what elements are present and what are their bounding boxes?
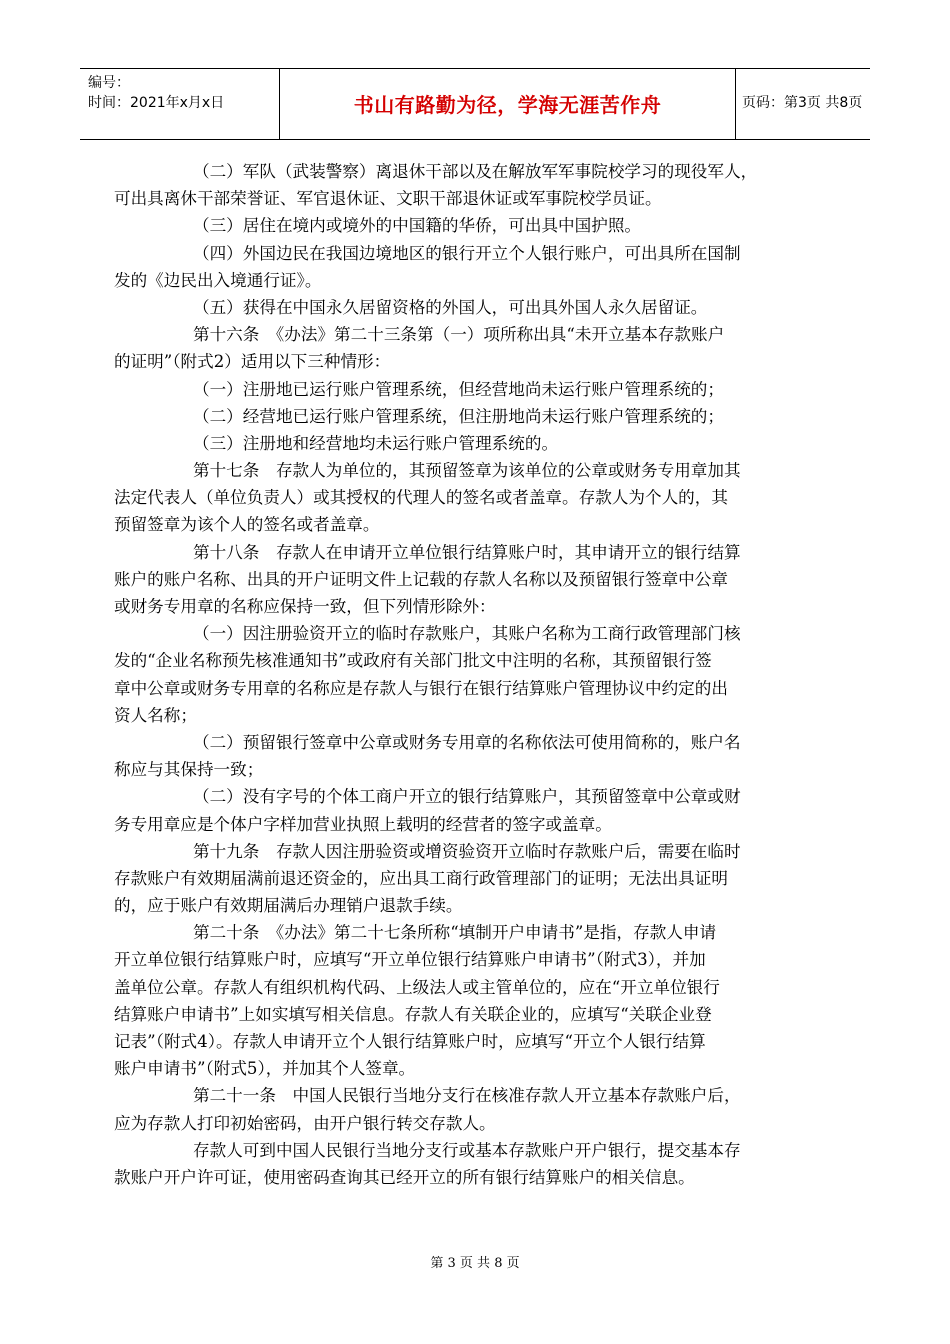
text-line: （四）外国边民在我国边境地区的银行开立个人银行账户，可出具所在国制 [193, 243, 741, 263]
header-page-cell [736, 69, 870, 139]
document-time-label: 时间：2021年x月x日 [88, 95, 225, 111]
text-line: （一）注册地已运行账户管理系统，但经营地尚未运行账户管理系统的； [193, 379, 724, 399]
text-line: （二）预留银行签章中公章或财务专用章的名称依法可使用简称的，账户名 [193, 732, 741, 752]
text-line: 结算账户申请书”上如实填写相关信息。存款人有关联企业的，应填写“关联企业登 [114, 1004, 712, 1024]
text-line: （二）军队（武装警察）离退休干部以及在解放军军事院校学习的现役军人， [193, 162, 758, 181]
text-line: （三）注册地和经营地均未运行账户管理系统的。 [193, 433, 559, 453]
text-line: 第二十条 《办法》第二十七条所称“填制开户申请书”是指，存款人申请 [193, 923, 717, 943]
header-motto: 书山有路勤为径，学海无涯苦作舟 [353, 93, 662, 117]
text-line: 的证明”（附式2）适用以下三种情形： [114, 352, 391, 372]
text-line: 第十六条 《办法》第二十三条第（一）项所称出具“未开立基本存款账户 [193, 325, 725, 345]
text-line: 账户的账户名称、出具的开户证明文件上记载的存款人名称以及预留银行签章中公章 [114, 569, 728, 589]
text-line: 开立单位银行结算账户时，应填写“开立单位银行结算账户申请书”（附式3），并加 [114, 950, 706, 970]
document-number-label: 编号： [88, 75, 130, 91]
text-line: 盖单位公章。存款人有组织机构代码、上级法人或主管单位的，应在“开立单位银行 [114, 977, 720, 997]
text-line: （二）没有字号的个体工商户开立的银行结算账户，其预留签章中公章或财 [193, 787, 741, 807]
text-line: 记表”（附式4）。存款人申请开立个人银行结算账户时，应填写“开立个人银行结算 [114, 1032, 706, 1051]
text-line: 账户申请书”（附式5），并加其个人签章。 [114, 1059, 416, 1079]
text-line: 第十七条 存款人为单位的，其预留签章为该单位的公章或财务专用章加其 [193, 461, 741, 481]
text-line: 称应与其保持一致； [114, 760, 264, 780]
header-meta-cell [80, 69, 280, 139]
text-line: 预留签章为该个人的签名或者盖章。 [114, 515, 380, 535]
page-header [80, 68, 870, 140]
text-line: 款账户开户许可证，使用密码查询其已经开立的所有银行结算账户的相关信息。 [114, 1167, 695, 1187]
text-line: 发的《边民出入境通行证》。 [114, 270, 322, 290]
text-line: （二）经营地已运行账户管理系统，但注册地尚未运行账户管理系统的； [193, 406, 724, 426]
text-line: 第十八条 存款人在申请开立单位银行结算账户时，其申请开立的银行结算 [193, 542, 741, 562]
header-motto-cell [280, 69, 736, 139]
text-line: 可出具离休干部荣誉证、军官退休证、文职干部退休证或军事院校学员证。 [114, 189, 662, 209]
text-line: 章中公章或财务专用章的名称应是存款人与银行在银行结算账户管理协议中约定的出 [114, 678, 728, 698]
text-line: 或财务专用章的名称应保持一致，但下列情形除外： [114, 597, 496, 616]
text-line: （五）获得在中国永久居留资格的外国人，可出具外国人永久居留证。 [193, 297, 708, 317]
text-line: 第十九条 存款人因注册验资或增资验资开立临时存款账户后，需要在临时 [193, 841, 741, 861]
text-line: 资人名称； [114, 705, 197, 725]
text-line: 存款人可到中国人民银行当地分支行或基本存款账户开户银行，提交基本存 [193, 1140, 741, 1160]
text-line: （一）因注册验资开立的临时存款账户，其账户名称为工商行政管理部门核 [193, 624, 741, 644]
document-body [114, 158, 838, 1191]
text-line: 存款账户有效期届满前退还资金的，应出具工商行政管理部门的证明；无法出具证明 [114, 868, 728, 888]
text-line: 第二十一条 中国人民银行当地分支行在核准存款人开立基本存款账户后， [193, 1086, 741, 1106]
text-line: 法定代表人（单位负责人）或其授权的代理人的签名或者盖章。存款人为个人的，其 [114, 488, 728, 508]
page-footer: 第 3 页 共 8 页 [430, 1256, 520, 1271]
text-line: 应为存款人打印初始密码，由开户银行转交存款人。 [114, 1113, 496, 1133]
text-line: （三）居住在境内或境外的中国籍的华侨，可出具中国护照。 [193, 216, 642, 236]
text-line: 的，应于账户有效期届满后办理销户退款手续。 [114, 896, 463, 916]
header-page-info: 页码：第3页 共8页 [742, 95, 863, 111]
text-line: 发的“企业名称预先核准通知书”或政府有关部门批文中注明的名称，其预留银行签 [114, 651, 712, 671]
text-line: 务专用章应是个体户字样加营业执照上载明的经营者的签字或盖章。 [114, 814, 612, 834]
